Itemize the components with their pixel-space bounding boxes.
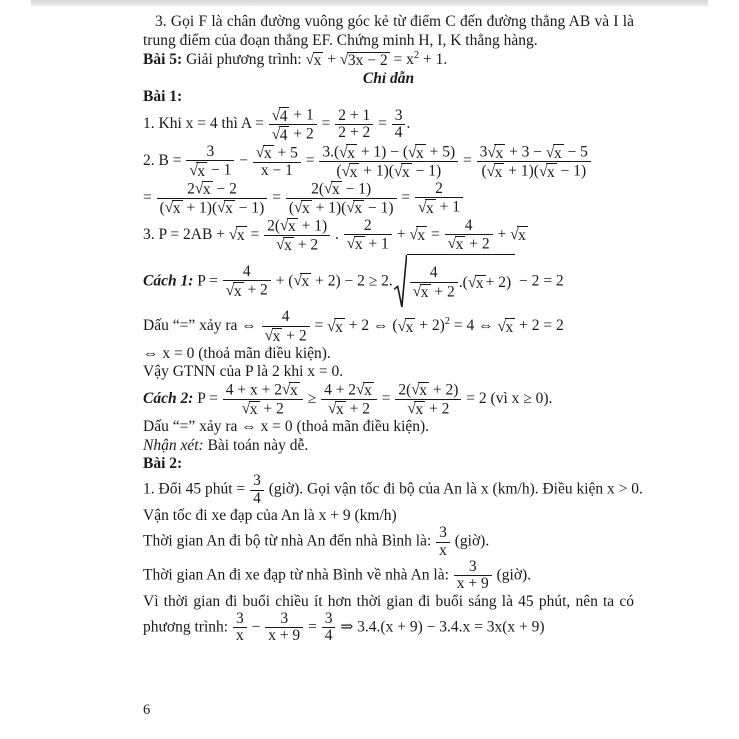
fraction: $\frac{3.(√x + 1) - (√x + 5)}{(√x + 1)(√x - 1)}$ [319, 143, 458, 180]
square-root: √x [408, 143, 424, 162]
square-root: √x [339, 143, 355, 162]
fraction: $\frac{4}{√x + 2}$ [223, 264, 271, 299]
line-conclusion-min: Vậy GTNN của P là 2 khi x = 0. [143, 362, 344, 380]
square-root: √x [341, 162, 358, 181]
fraction: $\frac{3}{x + 9}$ [265, 611, 303, 645]
square-root: √x [393, 162, 410, 181]
fraction: $\frac{2(√x - 1)}{(√x + 1)(√x - 1)}$ [286, 180, 397, 217]
square-root: √x [282, 381, 298, 400]
square-root: √x [497, 317, 514, 336]
fraction: $\frac{3}{4}$ [392, 108, 406, 142]
square-root: √x [467, 274, 484, 293]
equation-b2-bike-time: Thời gian An đi xe đạp từ nhà Bình về nhà An là: $\frac{3}{x + 9}$ (giờ). [143, 558, 532, 593]
paragraph-item3: 3. Gọi F là chân đường vuông góc kẻ từ điểm C đến đường thẳng AB và I là trung điểm của đoạn thẳng EF. Chứng minh H, I, K thẳng hàng. [143, 13, 634, 50]
line-bai5-problem: Bài 5: Giải phương trình: $√x + √3x - 2 = x^2 + 1$. [143, 50, 448, 70]
equation-1-substitution: 1. Khi x = 4 thì A = $\frac{√4 + 1}{√4 + 2}$ = $\frac{2 + 1}{2 + 2}$ = $\frac{3}{4}$ . [143, 106, 411, 144]
fraction: $\frac{2(√x + 1)}{√x + 2}$ [264, 217, 330, 254]
square-root: √x [324, 180, 340, 199]
square-root: √x [412, 283, 429, 302]
square-root: √x [276, 236, 292, 255]
fraction: $\frac{√4 + 1}{√4 + 2}$ [269, 106, 317, 143]
square-root: √x [447, 235, 464, 254]
square-root: √x [225, 281, 242, 300]
equation-2-simplify-B: 2. B = $\frac{3}{√x - 1}$ − $\frac{√x + 5}{x - 1}$ = $\frac{3.(√x + 1) - (√x + 5)}{(√x + 1)(√x - 1)}$ = $\frac{3√x + 3 - √x - 5}{(√x + 1)(√x - 1)}$ [143, 143, 634, 180]
square-root: √4 [271, 125, 288, 144]
square-root: √x [293, 272, 310, 291]
fraction: $\frac{3}{x}$ [436, 525, 450, 559]
fraction: $\frac{3}{x}$ [233, 611, 247, 645]
fraction: $\frac{2}{√x + 1}$ [415, 181, 463, 216]
scan-artifact-bar [31, 0, 708, 6]
square-root: √x [538, 162, 555, 181]
square-root: √x [397, 317, 414, 336]
page-content [143, 12, 643, 645]
square-root: √x [255, 144, 272, 163]
fraction: $\frac{4 + 2√x}{√x + 2}$ [321, 381, 377, 418]
fraction: $\frac{4}{√x + 2}$ [445, 218, 493, 253]
fraction: $\frac{3}{4}$ [322, 611, 336, 645]
square-root: √3x − 2 [339, 51, 388, 70]
square-root: √x [305, 51, 322, 70]
fraction: $\frac{4}{√x + 2}$ [410, 265, 458, 300]
square-root: √x [486, 162, 503, 181]
square-root: √x [280, 217, 296, 236]
line-dau1-continuation: ⇔ x = 0 (thoả mãn điều kiện). [143, 344, 331, 362]
square-root: √x [418, 198, 434, 217]
line-dau1-equality-condition: Dấu “=” xảy ra ⇔ $\frac{4}{√x + 2}$ = √x + 2 ⇔ $(√x + 2)^2 = 4$ ⇔ √x + 2 = 2 [143, 308, 564, 346]
line-cach1-amgm: Cách 1: P = $\frac{4}{√x + 2}$ + (√x + 2) − 2 ≥ 2. $\frac{4}{√x + 2}$ .( √x + 2) − 2 = 2 [143, 254, 634, 310]
equation-b2-walk-time: Thời gian An đi bộ từ nhà An đến nhà Bình là: $\frac{3}{x}$ (giờ). [143, 524, 490, 559]
square-root: √x [545, 143, 562, 162]
section-heading-chi-dan: Chỉ dẫn [362, 70, 415, 88]
fraction: $\frac{2}{√x + 1}$ [344, 218, 392, 253]
square-root: √x [194, 180, 211, 199]
radical-sign [394, 254, 407, 310]
square-root: √4 [271, 106, 288, 125]
square-root: √x [228, 225, 245, 244]
square-root: √x [217, 199, 233, 218]
fraction: $\frac{2√x - 2}{(√x + 1)(√x - 1)}$ [157, 180, 268, 217]
square-root: $\frac{4}{√x + 2}$ .( √x + 2) [394, 254, 515, 310]
fraction: $\frac{√x + 5}{x - 1}$ [253, 144, 301, 179]
line-b2-reasoning: Vì thời gian đi buổi chiều ít hơn thời gian đi buổi sáng là 45 phút, nên ta có [143, 592, 634, 610]
line-dau2-equality-condition: Dấu “=” xảy ra ⇔ x = 0 (thoả mãn điều kiện). [143, 417, 430, 435]
page-number: 6 [143, 702, 151, 718]
equation-b2-final: phương trình: $\frac{3}{x}$ − $\frac{3}{x + 9}$ = $\frac{3}{4}$ ⇒ 3.4.(x + 9) − 3.4.x = 3x(x + 9) [143, 609, 545, 645]
fraction: $\frac{3}{4}$ [250, 473, 264, 507]
square-root: √x [407, 400, 424, 419]
fraction: $\frac{2 + 1}{2 + 2}$ [335, 108, 373, 142]
fraction: $\frac{4}{√x + 2}$ [262, 309, 310, 344]
equation-b2-conversion: 1. Đổi 45 phút = $\frac{3}{4}$ (giờ). Gọi vận tốc đi bộ của An là x (km/h). Điều kiện x > 0. [143, 472, 643, 507]
fraction: $\frac{3√x + 3 - √x - 5}{(√x + 1)(√x - 1)}$ [477, 143, 591, 180]
fraction: $\frac{3}{√x - 1}$ [186, 144, 234, 179]
square-root: √x [487, 143, 504, 162]
square-root: √x [264, 327, 281, 346]
square-root: √x [164, 199, 181, 218]
line-remark: Nhận xét: Bài toán này dễ. [143, 436, 309, 454]
square-root: √x [346, 235, 363, 254]
square-root: √x [510, 225, 526, 244]
line-cach2-alternative: Cách 2: P = $\frac{4 + x + 2√x}{√x + 2}$ ≥ $\frac{4 + 2√x}{√x + 2}$ = $\frac{2(√x + 2)}{√x + 2}$ = 2 (vì x ≥ 0). [143, 381, 553, 419]
fraction: $\frac{3}{x + 9}$ [454, 559, 492, 593]
label-bai2: Bài 2: [143, 455, 183, 473]
square-root: √x [293, 199, 310, 218]
label-bai1: Bài 1: [143, 88, 183, 106]
square-root: √x [356, 381, 372, 400]
line-b2-bike-speed: Vận tốc đi xe đạp của An là x + 9 (km/h) [143, 507, 397, 525]
square-root: √x [409, 225, 426, 244]
square-root: √x [411, 381, 428, 400]
square-root: √x [327, 400, 344, 419]
square-root: √x [189, 161, 206, 180]
square-root: √x [346, 199, 363, 218]
square-root: √x [327, 317, 343, 336]
equation-2-continuation: = $\frac{2√x - 2}{(√x + 1)(√x - 1)}$ = $\frac{2(√x - 1)}{(√x + 1)(√x - 1)}$ = $\frac{2}{√x + 1}$ [143, 180, 634, 217]
square-root: √x [241, 400, 258, 419]
equation-3-P-expression: 3. P = 2AB + √x = $\frac{2(√x + 1)}{√x + 2}$ . $\frac{2}{√x + 1}$ + √x = $\frac{4}{√x + 2}$ + √x [143, 216, 526, 255]
fraction: $\frac{2(√x + 2)}{√x + 2}$ [395, 381, 461, 418]
fraction: $\frac{4 + x + 2√x}{√x + 2}$ [223, 381, 303, 418]
